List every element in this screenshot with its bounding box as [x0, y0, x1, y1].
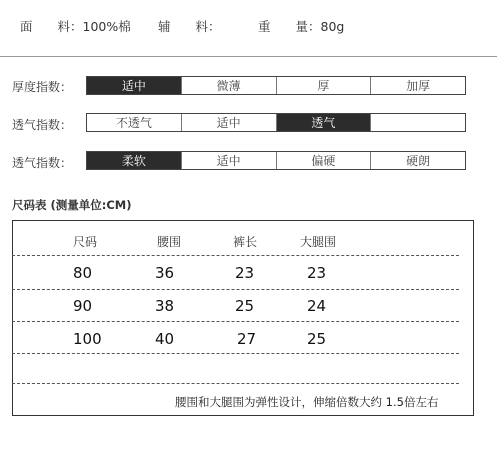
- spec-weight: [258, 17, 344, 35]
- row-divider: [12, 255, 459, 256]
- row-divider: [12, 321, 459, 322]
- rating-options-thickness: [86, 76, 466, 95]
- rating-option: 硬朗: [370, 152, 465, 169]
- row-divider: [12, 289, 459, 290]
- size-table-note: 腰围和大腿围为弹性设计，伸缩倍数大约 1.5倍左右: [175, 395, 439, 409]
- size-table-cell: 40: [155, 330, 175, 348]
- size-table-cell: 23: [235, 264, 255, 282]
- rating-option: 适中: [181, 152, 276, 169]
- size-table-cell: 90: [73, 297, 93, 315]
- spec-accessory: [158, 17, 221, 35]
- rating-option: 偏硬: [276, 152, 371, 169]
- size-table-cell: 80: [73, 264, 93, 282]
- size-table-header: 腰围: [157, 235, 182, 249]
- spec-fabric: [20, 17, 131, 35]
- rating-options-softness: [86, 151, 466, 170]
- rating-option: 柔软: [87, 152, 181, 169]
- spec-accessory-label: 辅 料：: [158, 19, 221, 34]
- size-table-cell: 25: [235, 297, 255, 315]
- size-table-cell: 36: [155, 264, 175, 282]
- rating-label-softness: 透气指数：: [12, 156, 73, 170]
- spec-fabric-value: 100%棉: [82, 19, 131, 34]
- size-table-header: 裤长: [233, 235, 258, 249]
- size-table-header: 尺码: [73, 235, 98, 249]
- size-table-header: 大腿围: [300, 235, 337, 249]
- rating-option: 微薄: [181, 77, 276, 94]
- rating-label-breathability: 透气指数：: [12, 118, 73, 132]
- rating-option: 加厚: [370, 77, 465, 94]
- size-table-cell: 25: [307, 330, 327, 348]
- rating-options-breathability: [86, 113, 466, 132]
- size-table-cell: 27: [237, 330, 257, 348]
- spec-fabric-label: 面 料：: [20, 19, 83, 34]
- row-divider: [12, 383, 459, 384]
- spec-weight-label: 重 量：: [258, 19, 321, 34]
- rating-label-thickness: 厚度指数：: [12, 80, 73, 94]
- rating-option: 透气: [276, 114, 371, 131]
- size-table-cell: 38: [155, 297, 175, 315]
- rating-option: 不透气: [115, 116, 152, 130]
- divider: [0, 56, 497, 57]
- rating-option: 适中: [87, 77, 181, 94]
- rating-option: 适中: [181, 114, 276, 131]
- spec-weight-value: 80g: [320, 19, 345, 34]
- size-table-cell: 100: [73, 330, 102, 348]
- rating-option: [370, 114, 465, 131]
- size-table-cell: 24: [307, 297, 327, 315]
- row-divider: [12, 353, 459, 354]
- size-table-cell: 23: [307, 264, 327, 282]
- size-table-title: 尺码表 (测量单位:CM): [12, 198, 132, 212]
- rating-option: 厚: [276, 77, 371, 94]
